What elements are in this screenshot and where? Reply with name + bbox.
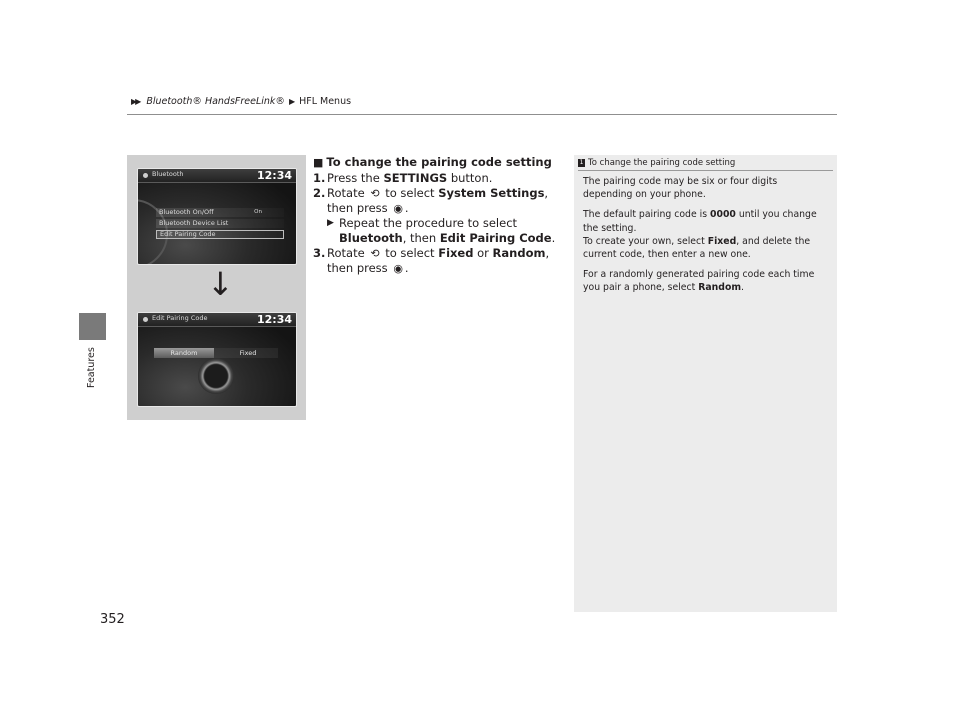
menu-dot-icon: [143, 173, 148, 178]
page-number: 352: [100, 612, 125, 627]
edit-pairing-code-screen: [137, 312, 297, 407]
breadcrumb: [131, 96, 351, 107]
option-fixed: Fixed: [239, 349, 257, 357]
selector-knob-icon: [198, 358, 234, 394]
instructions-heading: ■ To change the pairing code setting: [313, 155, 552, 169]
screen-clock: 12:34: [256, 313, 292, 326]
note-rule: [578, 170, 833, 171]
step-1: 1. Press the SETTINGS button.: [313, 171, 493, 185]
menu-item-label: Bluetooth On/Off: [159, 208, 214, 216]
breadcrumb-item: Bluetooth® HandsFreeLink®: [146, 96, 285, 107]
square-bullet-icon: ■: [313, 156, 324, 169]
screen-clock: 12:34: [256, 169, 292, 182]
section-label: Features: [86, 347, 97, 388]
step-3: 3. Rotate ⟲ to select Fixed or Random, then press ◉ .: [313, 246, 550, 275]
breadcrumb-separator-icon: ▶: [288, 97, 296, 106]
option-random: Random: [154, 348, 214, 358]
section-tab: [79, 313, 106, 340]
menu-item-device-list: [156, 219, 284, 228]
bluetooth-screen: [137, 168, 297, 265]
note-paragraph: The pairing code may be six or four digits depending on your phone.: [583, 176, 778, 201]
breadcrumb-item: HFL Menus: [299, 96, 352, 107]
option-row: [154, 348, 278, 358]
interface-dial-rotate-icon: ⟲: [370, 247, 380, 260]
screen-illustration: [127, 155, 306, 420]
screen-title: Edit Pairing Code: [152, 314, 208, 322]
menu-item-label: Bluetooth Device List: [159, 219, 229, 227]
note-body: [583, 175, 828, 302]
step-2: 2. Rotate ⟲ to select System Settings, then press ◉ .: [313, 186, 549, 215]
note-title: 1 To change the pairing code setting: [579, 158, 736, 168]
menu-item-value: On: [254, 209, 262, 215]
note-badge-icon: 1: [579, 159, 584, 166]
step-2-sub: ▶ Repeat the procedure to select Bluetooth, then Edit Pairing Code.: [327, 216, 556, 245]
menu-item-edit-pairing-code: [156, 230, 284, 239]
screen-title: Bluetooth: [152, 170, 184, 178]
menu-item-label: Edit Pairing Code: [160, 230, 216, 238]
menu-item-bluetooth-onoff: [156, 208, 284, 217]
breadcrumb-arrow-icon: ▶▶: [131, 97, 140, 106]
instructions: [313, 155, 563, 276]
down-arrow-icon: ↓: [207, 265, 234, 303]
interface-dial-press-icon: ◉: [393, 202, 403, 215]
interface-dial-rotate-icon: ⟲: [370, 187, 380, 200]
interface-dial-press-icon: ◉: [393, 262, 403, 275]
screen-titlebar: [138, 313, 296, 327]
screen-titlebar: [138, 169, 296, 183]
side-note: [574, 155, 837, 612]
menu-dot-icon: [143, 317, 148, 322]
note-paragraph: The default pairing code is 0000 until you change the setting. To create your own, select Fixed, and delete the current code, then enter a new one.: [583, 209, 817, 261]
header-rule: [127, 114, 837, 115]
sub-step-arrow-icon: ▶: [327, 218, 334, 228]
note-paragraph: For a randomly generated pairing code each time you pair a phone, select Random.: [583, 269, 815, 294]
